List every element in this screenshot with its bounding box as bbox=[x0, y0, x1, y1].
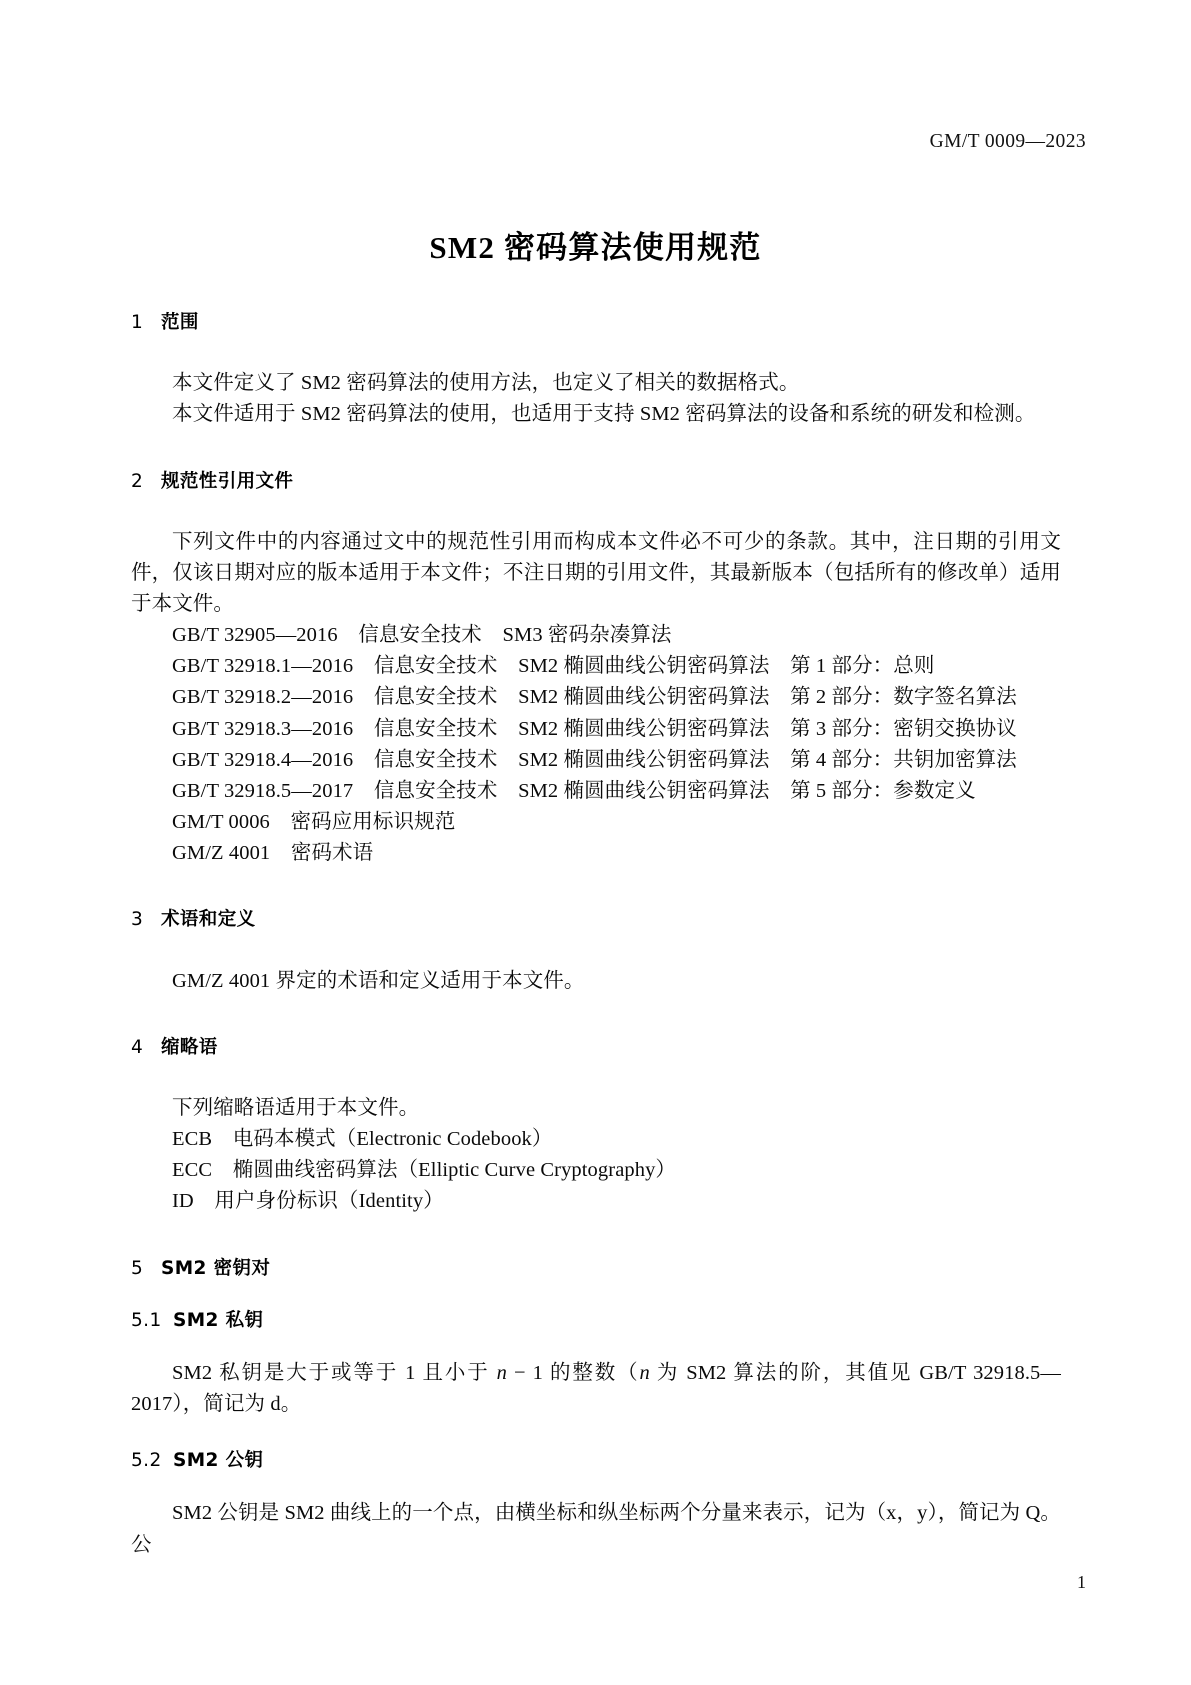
clause-title: SM2 密钥对 bbox=[161, 1257, 271, 1279]
clause-number: 3 bbox=[131, 909, 144, 931]
paragraph: GM/Z 4001 界定的术语和定义适用于本文件。 bbox=[172, 969, 585, 992]
normative-reference: GM/T 0006 密码应用标识规范 bbox=[172, 811, 456, 834]
clause-heading-5-1 bbox=[131, 1310, 1061, 1332]
normative-reference: GB/T 32918.1—2016 信息安全技术 SM2 椭圆曲线公钥密码算法 第 1 部分：总则 bbox=[172, 655, 935, 678]
clause-title: 规范性引用文件 bbox=[161, 470, 294, 492]
normative-reference: GM/Z 4001 密码术语 bbox=[172, 842, 374, 865]
normative-reference: GB/T 32918.5—2017 信息安全技术 SM2 椭圆曲线公钥密码算法 第 5 部分：参数定义 bbox=[172, 779, 976, 802]
paragraph-lead: SM2 私钥是大于或等于 1 且小于 bbox=[172, 1361, 497, 1384]
page-title: SM2 密码算法使用规范 bbox=[429, 230, 762, 265]
clause-number: 5 bbox=[131, 1257, 144, 1279]
paragraph-minus-one: − 1 的整数（ bbox=[506, 1361, 640, 1384]
clause-title: 缩略语 bbox=[161, 1036, 218, 1058]
clause-title: SM2 公钥 bbox=[173, 1450, 264, 1472]
clause-heading-5 bbox=[131, 1258, 1061, 1280]
clause-title: SM2 私钥 bbox=[173, 1309, 264, 1331]
clause-number: 4 bbox=[131, 1036, 144, 1058]
paragraph-5-1 bbox=[131, 1358, 1061, 1420]
paragraph: 下列文件中的内容通过文中的规范性引用而构成本文件必不可少的条款。其中，注日期的引用文件，仅该日期对应的版本适用于本文件；不注日期的引用文件，其最新版本（包括所有的修改单）适用于本文件。 bbox=[131, 530, 1061, 615]
abbreviation-entry: ID 用户身份标识（Identity） bbox=[172, 1190, 444, 1213]
paragraph: 本文件定义了 SM2 密码算法的使用方法，也定义了相关的数据格式。 bbox=[172, 372, 800, 395]
clause-number: 2 bbox=[131, 470, 144, 492]
clause-number: 1 bbox=[131, 312, 144, 333]
clause-number: 5.1 bbox=[131, 1309, 162, 1331]
clause-title: 范围 bbox=[161, 312, 199, 333]
paragraph: SM2 公钥是 SM2 曲线上的一个点，由横坐标和纵坐标两个分量来表示，记为（x，y），简记为 Q。公 bbox=[131, 1502, 1061, 1556]
abbreviation-entry: ECB 电码本模式（Electronic Codebook） bbox=[172, 1128, 553, 1151]
paragraph: 本文件适用于 SM2 密码算法的使用，也适用于支持 SM2 密码算法的设备和系统的研发和检测。 bbox=[172, 403, 1036, 426]
clause-number: 5.2 bbox=[131, 1450, 162, 1472]
normative-reference: GB/T 32918.3—2016 信息安全技术 SM2 椭圆曲线公钥密码算法 第 3 部分：密钥交换协议 bbox=[172, 717, 1017, 740]
clause-heading-3 bbox=[131, 909, 1061, 931]
clause-title: 术语和定义 bbox=[161, 909, 256, 931]
variable-n: n bbox=[496, 1361, 507, 1384]
clause-heading-2 bbox=[131, 471, 1061, 493]
page-number: 1 bbox=[1077, 1572, 1086, 1592]
running-header-standard-id: GM/T 0009—2023 bbox=[929, 131, 1086, 152]
clause-heading-4 bbox=[131, 1037, 1061, 1059]
clause-heading-5-2 bbox=[131, 1450, 1061, 1472]
paragraph-tail: 为 SM2 算法的阶，其值见 GB/T 32918.5—2017），简记为 d。 bbox=[131, 1361, 1062, 1416]
normative-reference: GB/T 32918.4—2016 信息安全技术 SM2 椭圆曲线公钥密码算法 第 4 部分：共钥加密算法 bbox=[172, 748, 1017, 771]
variable-n: n bbox=[639, 1361, 650, 1384]
abbreviation-entry: ECC 椭圆曲线密码算法（Elliptic Curve Cryptography） bbox=[172, 1159, 677, 1182]
paragraph: 下列缩略语适用于本文件。 bbox=[172, 1096, 420, 1119]
normative-reference: GB/T 32918.2—2016 信息安全技术 SM2 椭圆曲线公钥密码算法 第 2 部分：数字签名算法 bbox=[172, 686, 1017, 709]
normative-reference: GB/T 32905—2016 信息安全技术 SM3 密码杂凑算法 bbox=[172, 624, 672, 647]
clause-heading-1 bbox=[131, 312, 1061, 334]
document-body bbox=[131, 312, 1061, 1561]
